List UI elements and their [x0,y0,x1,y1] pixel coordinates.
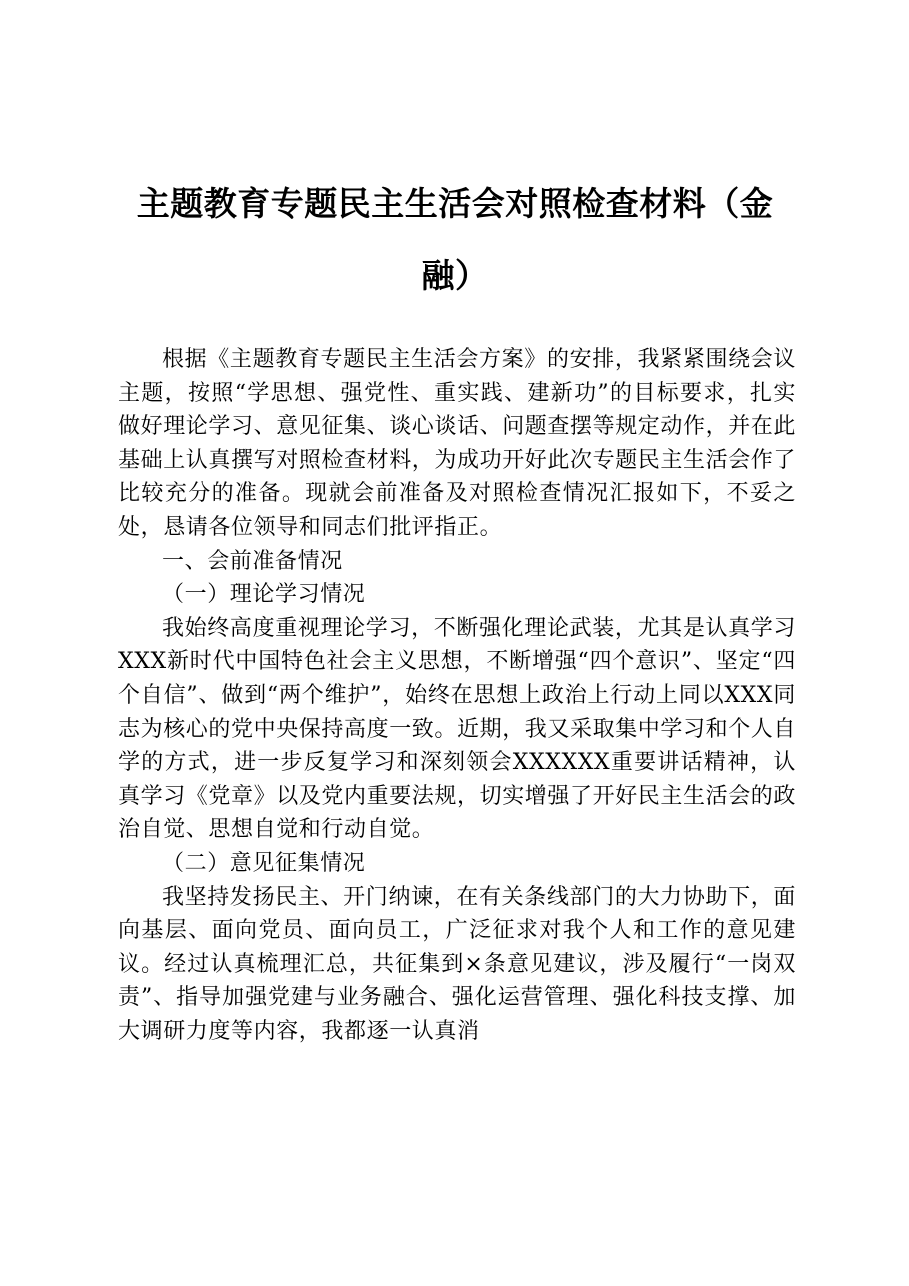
opinion-collection-paragraph: 我坚持发扬民主、开门纳谏，在有关条线部门的大力协助下，面向基层、面向党员、面向员工，广泛征求对我个人和工作的意见建议。经过认真梳理汇总，共征集到×条意见建议，涉及履行“一岗双责”、指导加强党建与业务融合、强化运营管理、强化科技支撑、加大调研力度等内容，我都逐一认真消 [118,884,796,1044]
subsection-heading-theory-study: （一）理论学习情况 [162,582,366,608]
section-heading-preparation: 一、会前准备情况 [162,548,343,574]
document-title: 主题教育专题民主生活会对照检查材料（金融） [136,184,774,295]
subsection-heading-opinion-collection: （二）意见征集情况 [162,850,366,876]
theory-study-paragraph: 我始终高度重视理论学习，不断强化理论武装，尤其是认真学习XXX新时代中国特色社会主义思想，不断增强“四个意识”、坚定“四个自信”、做到“两个维护”，始终在思想上政治上行动上同以XXX同志为核心的党中央保持高度一致。近期，我又采取集中学习和个人自学的方式，进一步反复学习和深刻领会XXXXXX重要讲话精神，认真学习《党章》以及党内重要法规，切实增强了开好民主生活会的政治自觉、思想自觉和行动自觉。 [118,615,796,843]
intro-paragraph: 根据《主题教育专题民主生活会方案》的安排，我紧紧围绕会议主题，按照“学思想、强党性、重实践、建新功”的目标要求，扎实做好理论学习、意见征集、谈心谈话、问题查摆等规定动作，并在此基础上认真撰写对照检查材料，为成功开好此次专题民主生活会作了比较充分的准备。现就会前准备及对照检查情况汇报如下，不妥之处，恳请各位领导和同志们批评指正。 [118,347,796,540]
document-body [118,343,796,1263]
